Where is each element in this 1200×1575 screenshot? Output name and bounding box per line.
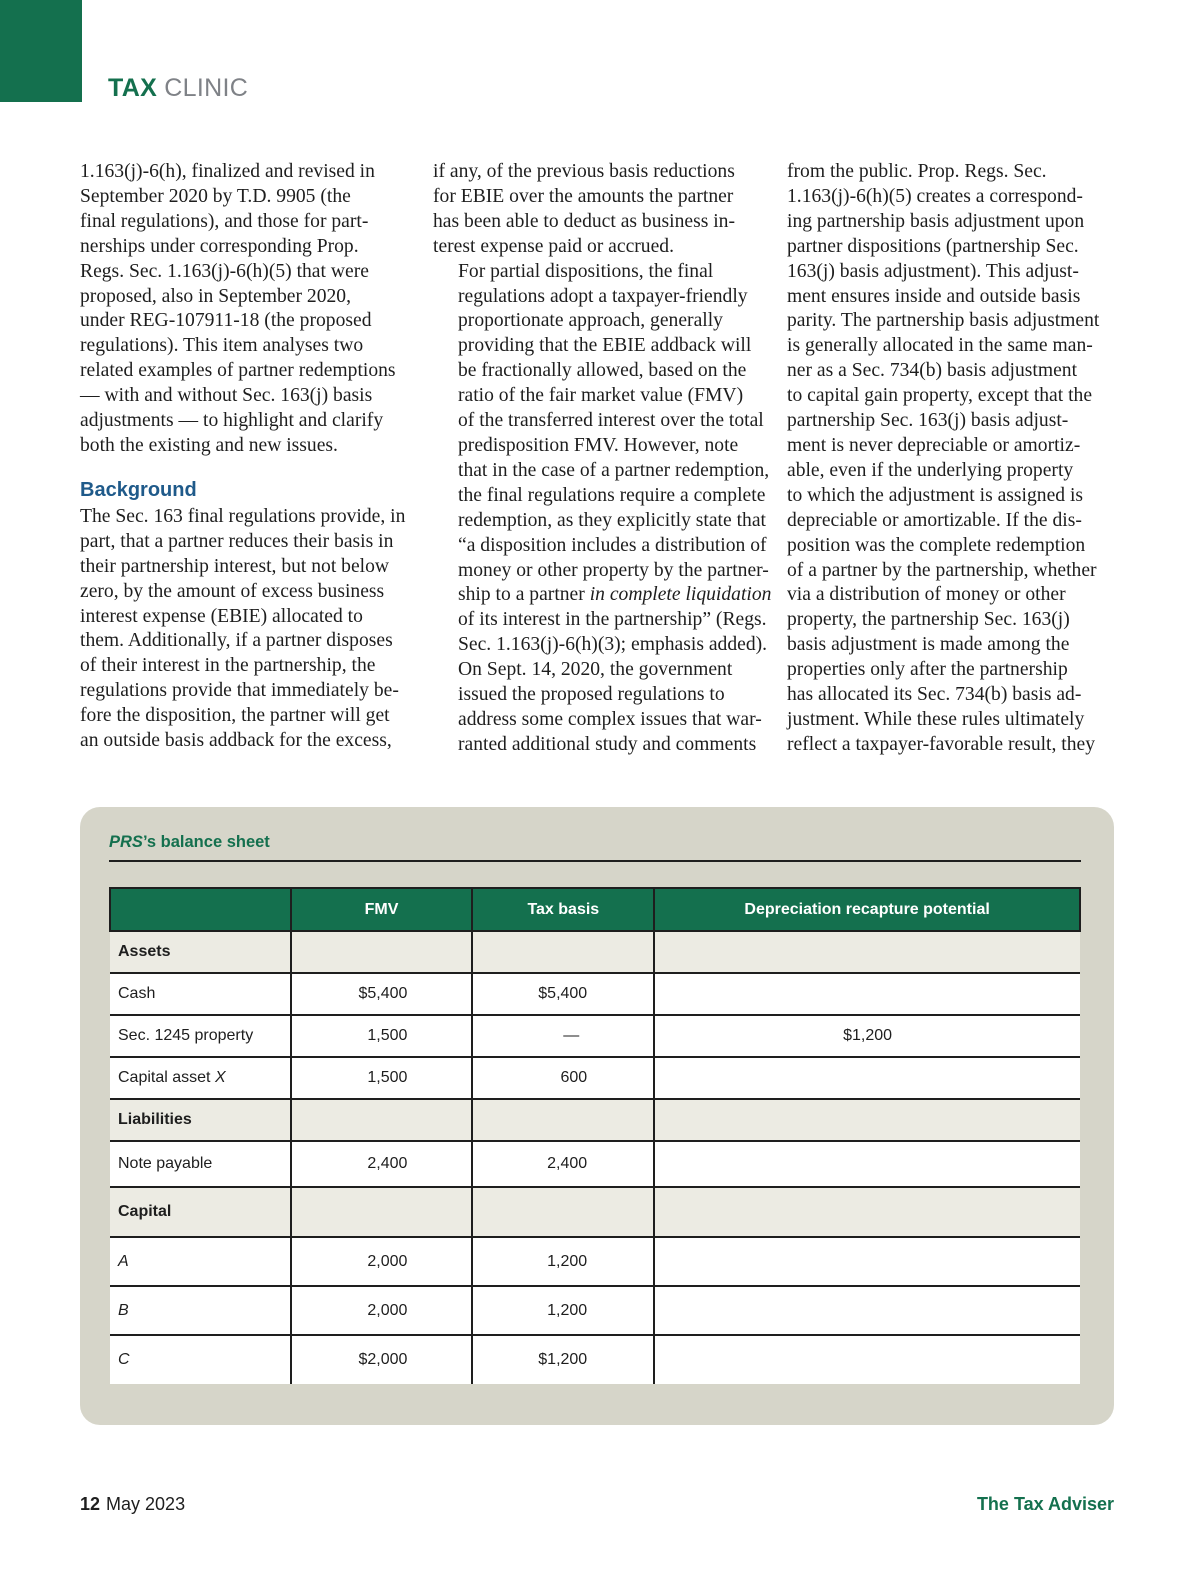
row-label: Note payable (110, 1141, 291, 1187)
text-line: of its interest in the partnership” (Regs. (458, 609, 767, 631)
balance-sheet-table (109, 887, 1081, 1384)
table-row (110, 973, 1080, 1015)
text-line: via a distribution of money or other (787, 584, 1066, 606)
table-row (110, 1141, 1080, 1187)
cell-tax-basis: $1,200 (472, 1335, 654, 1384)
text-line: providing that the EBIE addback will (458, 335, 752, 357)
cell-tax-basis: — (472, 1015, 654, 1057)
table-row (110, 1286, 1080, 1335)
cell-depreciation (654, 1057, 1080, 1099)
row-label: A (110, 1237, 291, 1286)
text-line: both the existing and new issues. (80, 434, 338, 456)
text-line: to which the adjustment is assigned is (787, 484, 1084, 506)
text-line: The Sec. 163 final regulations provide, in (80, 505, 406, 527)
text-line: has been able to deduct as business in- (433, 210, 735, 232)
text-line: regulations adopt a taxpayer-friendly (458, 285, 748, 307)
row-label (110, 1057, 291, 1099)
cell-fmv: $2,000 (291, 1335, 473, 1384)
text-line: Regs. Sec. 1.163(j)-6(h)(5) that were (80, 260, 369, 282)
text-line: an outside basis addback for the excess, (80, 730, 392, 752)
cell-fmv: 2,000 (291, 1286, 473, 1335)
text-line: zero, by the amount of excess business (80, 580, 385, 602)
text-line: ing partnership basis adjustment upon (787, 210, 1085, 232)
text-line: their partnership interest, but not below (80, 555, 390, 577)
text-line: 1.163(j)-6(h)(5) creates a correspond- (787, 185, 1083, 207)
text-column-1 (80, 160, 410, 754)
cell (654, 1099, 1080, 1141)
text-line: parity. The partnership basis adjustment (787, 310, 1100, 332)
cell-fmv: 2,000 (291, 1237, 473, 1286)
text-line: that in the case of a partner redemption, (458, 459, 770, 481)
section-label-bold: TAX (108, 74, 158, 102)
text-line: from the public. Prop. Regs. Sec. (787, 161, 1047, 182)
cell-tax-basis: 1,200 (472, 1286, 654, 1335)
cell (472, 1099, 654, 1141)
text-line: the final regulations require a complete (458, 484, 766, 506)
row-label-text: Capital asset (118, 1069, 215, 1086)
paragraph (433, 260, 772, 659)
text-line: nerships under corresponding Prop. (80, 235, 359, 257)
cell-depreciation (654, 1335, 1080, 1384)
subheading-background: Background (80, 478, 197, 501)
text-line: be fractionally allowed, based on the (458, 360, 747, 382)
table-row-assets (110, 931, 1080, 973)
publication-name: The Tax Adviser (976, 1494, 1114, 1514)
row-label: B (110, 1286, 291, 1335)
text-line: issued the proposed regulations to (458, 684, 725, 706)
header-cell-fmv: FMV (291, 888, 473, 931)
text-line: has allocated its Sec. 734(b) basis ad- (787, 684, 1082, 706)
paragraph (787, 160, 1117, 758)
text-line: address some complex issues that war- (458, 708, 762, 730)
cell-tax-basis: $5,400 (472, 973, 654, 1015)
text-line: justment. While these rules ultimately (787, 708, 1085, 730)
cell (654, 931, 1080, 973)
table-title-rest: ’s balance sheet (142, 833, 270, 851)
row-label: Cash (110, 973, 291, 1015)
text-line: ranted additional study and comments (458, 733, 757, 755)
text-line: ratio of the fair market value (FMV) (458, 385, 744, 407)
text-line: partnership Sec. 163(j) basis adjust- (787, 410, 1069, 432)
paragraph (80, 160, 410, 459)
cell-depreciation (654, 1141, 1080, 1187)
text-line: is generally allocated in the same man- (787, 335, 1093, 357)
text-line: “a disposition includes a distribution of (458, 534, 767, 556)
section-label-light: CLINIC (157, 74, 249, 102)
section-label (108, 74, 248, 103)
text-line: final regulations), and those for part- (80, 210, 369, 232)
text-line: of their interest in the partnership, the (80, 655, 376, 677)
text-line: — with and without Sec. 163(j) basis (80, 385, 373, 407)
row-label: Assets (110, 931, 291, 973)
cell-depreciation (654, 1237, 1080, 1286)
text-line: predisposition FMV. However, note (458, 434, 739, 456)
text-line: of the transferred interest over the total (458, 410, 764, 432)
text-line: related examples of partner redemptions (80, 360, 396, 382)
text-line: terest expense paid or accrued. (433, 235, 674, 257)
text-line: ner as a Sec. 734(b) basis adjustment (787, 360, 1078, 382)
text-line: regulations). This item analyses two (80, 335, 364, 357)
table-row (110, 1237, 1080, 1286)
text-line: properties only after the partnership (787, 659, 1068, 681)
text-line: interest expense (EBIE) allocated to (80, 605, 363, 627)
text-line: proposed, also in September 2020, (80, 285, 352, 307)
text-line: reflect a taxpayer-favorable result, they (787, 733, 1096, 755)
text-line: position was the complete redemption (787, 534, 1086, 556)
text-column-3 (787, 160, 1117, 758)
text-line: ment ensures inside and outside basis (787, 285, 1081, 307)
header-accent-block (0, 0, 82, 102)
table-row (110, 1015, 1080, 1057)
table-row-capital (110, 1187, 1080, 1237)
text-line: depreciable or amortizable. If the dis- (787, 509, 1082, 531)
cell (291, 1099, 473, 1141)
text-line: able, even if the underlying property (787, 459, 1074, 481)
cell (472, 1187, 654, 1237)
text-line: adjustments — to highlight and clarify (80, 410, 384, 432)
text-line: On Sept. 14, 2020, the government (458, 659, 733, 681)
table-row-liabilities (110, 1099, 1080, 1141)
cell (654, 1187, 1080, 1237)
text-line: property, the partnership Sec. 163(j) (787, 609, 1070, 631)
issue-date: May 2023 (106, 1494, 186, 1514)
page-number: 12 (80, 1494, 101, 1514)
text-line: to capital gain property, except that the (787, 385, 1093, 407)
text-line: partner dispositions (partnership Sec. (787, 235, 1079, 257)
table-header-row (110, 888, 1080, 931)
paragraph (80, 505, 410, 754)
row-label-italic: X (214, 1069, 226, 1086)
table-row (110, 1335, 1080, 1384)
cell-depreciation (654, 973, 1080, 1015)
paragraph (433, 160, 761, 260)
table-title-entity: PRS (109, 833, 143, 851)
text-line: of a partner by the partnership, whether (787, 559, 1097, 581)
text-column-2 (433, 160, 772, 758)
text-line: fore the disposition, the partner will get (80, 705, 390, 727)
cell-fmv: $5,400 (291, 973, 473, 1015)
balance-sheet-panel (80, 807, 1114, 1425)
row-label: Capital (110, 1187, 291, 1237)
footer-page-info (80, 1494, 185, 1515)
text-line: Sec. 1.163(j)-6(h)(3); emphasis added). (458, 634, 768, 656)
text-line: redemption, as they explicitly state that (458, 509, 766, 531)
emphasis: in complete liquidation (589, 584, 772, 606)
text-line: ment is never depreciable or amortiz- (787, 434, 1081, 456)
text-line: part, that a partner reduces their basis in (80, 530, 394, 552)
text-line: money or other property by the partner- (458, 559, 769, 581)
header-cell-depreciation: Depreciation recapture potential (654, 888, 1080, 931)
text-line: if any, of the previous basis reductions (433, 161, 735, 182)
cell-fmv: 2,400 (291, 1141, 473, 1187)
title-rule (109, 860, 1081, 862)
row-label: Liabilities (110, 1099, 291, 1141)
paragraph (433, 658, 761, 758)
table-title (109, 833, 270, 852)
text-line: 163(j) basis adjustment). This adjust- (787, 260, 1079, 282)
text-line: 1.163(j)-6(h), finalized and revised in (80, 161, 375, 182)
text-line: regulations provide that immediately be- (80, 680, 399, 702)
table-row (110, 1057, 1080, 1099)
text-line: For partial dispositions, the final (458, 260, 714, 282)
cell-fmv: 1,500 (291, 1057, 473, 1099)
cell-depreciation: $1,200 (654, 1015, 1080, 1057)
text-line: September 2020 by T.D. 9905 (the (80, 185, 351, 207)
text-line: them. Additionally, if a partner disposes (80, 630, 393, 652)
header-cell-tax-basis: Tax basis (472, 888, 654, 931)
text-line: ship to a partner in complete liquidation (458, 584, 772, 606)
text-line: under REG-107911-18 (the proposed (80, 310, 372, 332)
text-line: proportionate approach, generally (458, 310, 723, 332)
cell (472, 931, 654, 973)
row-label: C (110, 1335, 291, 1384)
cell-depreciation (654, 1286, 1080, 1335)
header-cell-blank (110, 888, 291, 931)
cell (291, 931, 473, 973)
cell-tax-basis: 1,200 (472, 1237, 654, 1286)
cell (291, 1187, 473, 1237)
text-line: basis adjustment is made among the (787, 634, 1070, 656)
row-label: Sec. 1245 property (110, 1015, 291, 1057)
cell-fmv: 1,500 (291, 1015, 473, 1057)
text-line: for EBIE over the amounts the partner (433, 185, 734, 207)
cell-tax-basis: 2,400 (472, 1141, 654, 1187)
cell-tax-basis: 600 (472, 1057, 654, 1099)
